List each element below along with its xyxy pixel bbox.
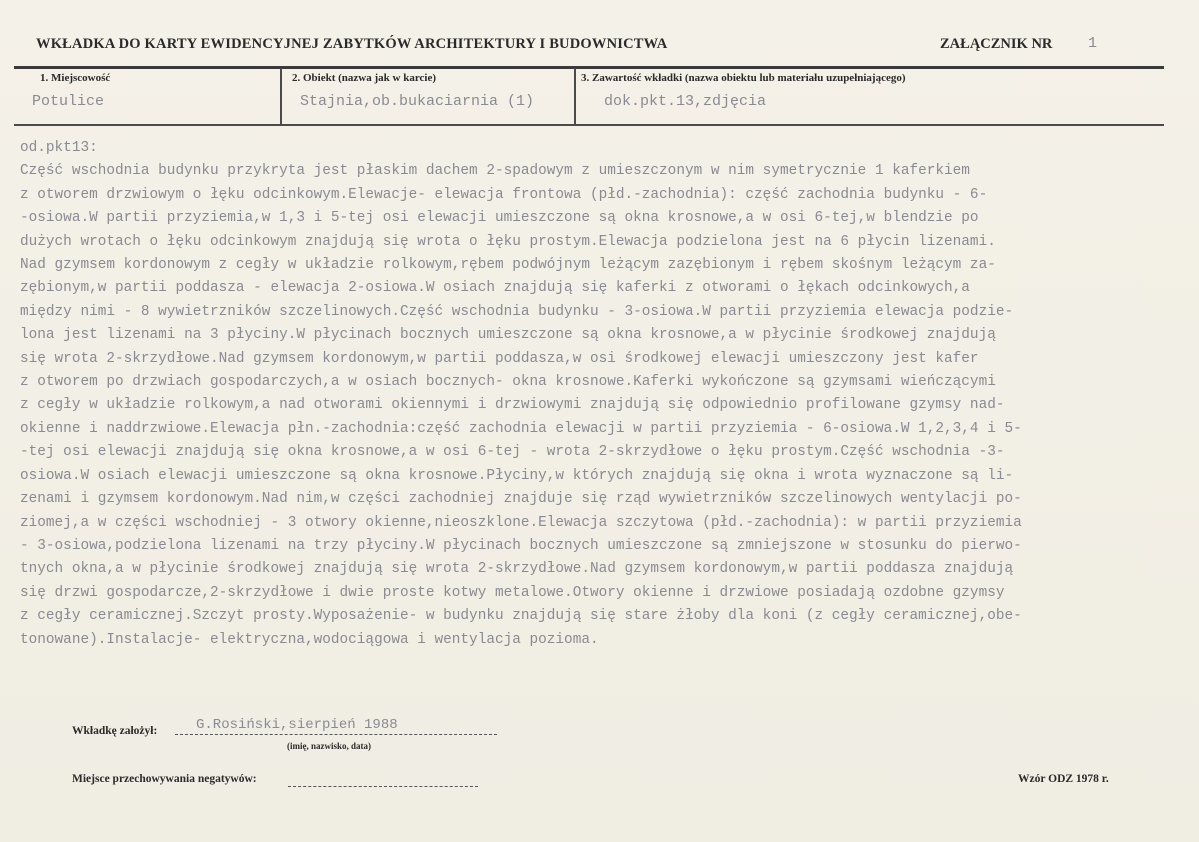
text-line: z cegły ceramicznej.Szczyt prosty.Wyposażenie- w budynku znajdują się stare żłoby dla koni (z cegły ceramicznej,obe- — [20, 608, 1022, 625]
typed-description — [20, 137, 1190, 652]
card-title: WKŁADKA DO KARTY EWIDENCYJNEJ ZABYTKÓW ARCHITEKTURY I BUDOWNICTWA — [36, 36, 668, 52]
text-line: ziomej,a w części wschodniej - 3 otwory okienne,nieoszklone.Elewacja szczytowa (płd.-zachodnia): w partii przyziemia — [20, 514, 1022, 531]
negatives-label: Miejsce przechowywania negatywów: — [72, 773, 257, 785]
author-label: Wkładkę założył: — [72, 725, 158, 737]
text-line: tnych okna,a w płycinie środkowej znajdują się wrota 2-skrzydłowe.Nad gzymsem kordonowym,w partii poddasza znajdują — [20, 561, 1014, 578]
negatives-line — [288, 786, 478, 788]
text-line: - 3-osiowa,podzielona lizenami na trzy płyciny.W płycinach bocznych umieszczone są zmniejszone w stosunku do pierwo- — [20, 537, 1022, 554]
text-line: się wrota 2-skrzydłowe.Nad gzymsem kordonowym,w partii poddasza,w osi środkowej elewacji umieszczony jest kafer — [20, 350, 979, 367]
text-line: między nimi - 8 wywietrzników szczelinowych.Część wschodnia budynku - 3-osiowa.W partii przyziemia elewacja podzie- — [20, 303, 1014, 320]
text-line: okienne i naddrzwiowe.Elewacja płn.-zachodnia:część zachodnia elewacji w partii przyziemia - 6-osiowa.W 1,2,3,4 i 5- — [20, 420, 1022, 437]
text-line: Część wschodnia budynku przykryta jest płaskim dachem 2-spadowym z umieszczonym w nim symetrycznie 1 kaferkiem — [20, 163, 970, 180]
contents-label: 3. Zawartość wkładki (nazwa obiektu lub materiału uzupełniającego) — [581, 72, 906, 84]
text-line: lona jest lizenami na 3 płyciny.W płycinach bocznych umieszczone są okna krosnowe,a w płycinie środkowej znajdują — [20, 327, 996, 344]
author-note: (imię, nazwisko, data) — [287, 741, 371, 751]
text-line: zenami i gzymsem kordonowym.Nad nim,w części zachodniej znajduje się rząd wywietrzników szczelinowych wentylacji po- — [20, 491, 1022, 508]
text-line: z otworem po drzwiach gospodarczych,a w osiach bocznych- okna krosnowe.Kaferki wykończone są gzymsami wieńczącymi — [20, 374, 996, 391]
author-signature-line — [175, 734, 497, 736]
text-line: zębionym,w partii poddasza - elewacja 2-osiowa.W osiach znajdują się kaferki z otworami o łękach odcinkowych,a — [20, 280, 970, 297]
field-divider-2 — [574, 68, 576, 124]
header-rule — [14, 66, 1164, 69]
text-line: z otworem drzwiowym o łęku odcinkowym.Elewacje- elewacja frontowa (płd.-zachodnia): część zachodnia budynku - 6- — [20, 186, 988, 203]
locality-value: Potulice — [32, 93, 105, 110]
text-line: dużych wrotach o łęku odcinkowym znajdują się wrota o łęku prostym.Elewacja podzielona jest na 6 płycin lizenami. — [20, 233, 996, 250]
object-value: Stajnia,ob.bukaciarnia (1) — [300, 93, 535, 110]
text-line: osiowa.W osiach elewacji umieszczone są okna krosnowe.Płyciny,w których znajdują się okna i wrota wyznaczone są li- — [20, 467, 1014, 484]
text-line: od.pkt13: — [20, 140, 98, 156]
form-version: Wzór ODZ 1978 r. — [1018, 773, 1109, 785]
text-line: tonowane).Instalacje- elektryczna,wodociągowa i wentylacja pozioma. — [20, 631, 599, 648]
annex-number: 1 — [1088, 35, 1098, 52]
contents-value: dok.pkt.13,zdjęcia — [604, 93, 767, 110]
text-line: -osiowa.W partii przyziemia,w 1,3 i 5-tej osi elewacji umieszczone są okna krosnowe,a w osi 6-tej,w blendzie po — [20, 210, 979, 227]
text-line: -tej osi elewacji znajdują się okna krosnowe,a w osi 6-tej - wrota 2-skrzydłowe o łęku prostym.Część wschodnia -3- — [20, 444, 1005, 461]
field-divider-1 — [280, 68, 282, 124]
annex-label: ZAŁĄCZNIK NR — [940, 36, 1053, 52]
fields-rule — [14, 124, 1164, 126]
text-line: z cegły w układzie rolkowym,a nad otworami okiennymi i drzwiowymi znajdują się odpowiednio profilowane gzymsy nad- — [20, 397, 1005, 414]
author-value: G.Rosiński,sierpień 1988 — [196, 717, 398, 733]
object-label: 2. Obiekt (nazwa jak w karcie) — [292, 72, 437, 84]
locality-label: 1. Miejscowość — [40, 72, 111, 84]
text-line: Nad gzymsem kordonowym z cegły w układzie rolkowym,rębem podwójnym leżącym zazębionym i rębem skośnym leżącym za- — [20, 257, 996, 274]
text-line: się drzwi gospodarcze,2-skrzydłowe i dwie proste kotwy metalowe.Otwory okienne i drzwiowe posiadają ozdobne gzymsy — [20, 584, 1005, 601]
